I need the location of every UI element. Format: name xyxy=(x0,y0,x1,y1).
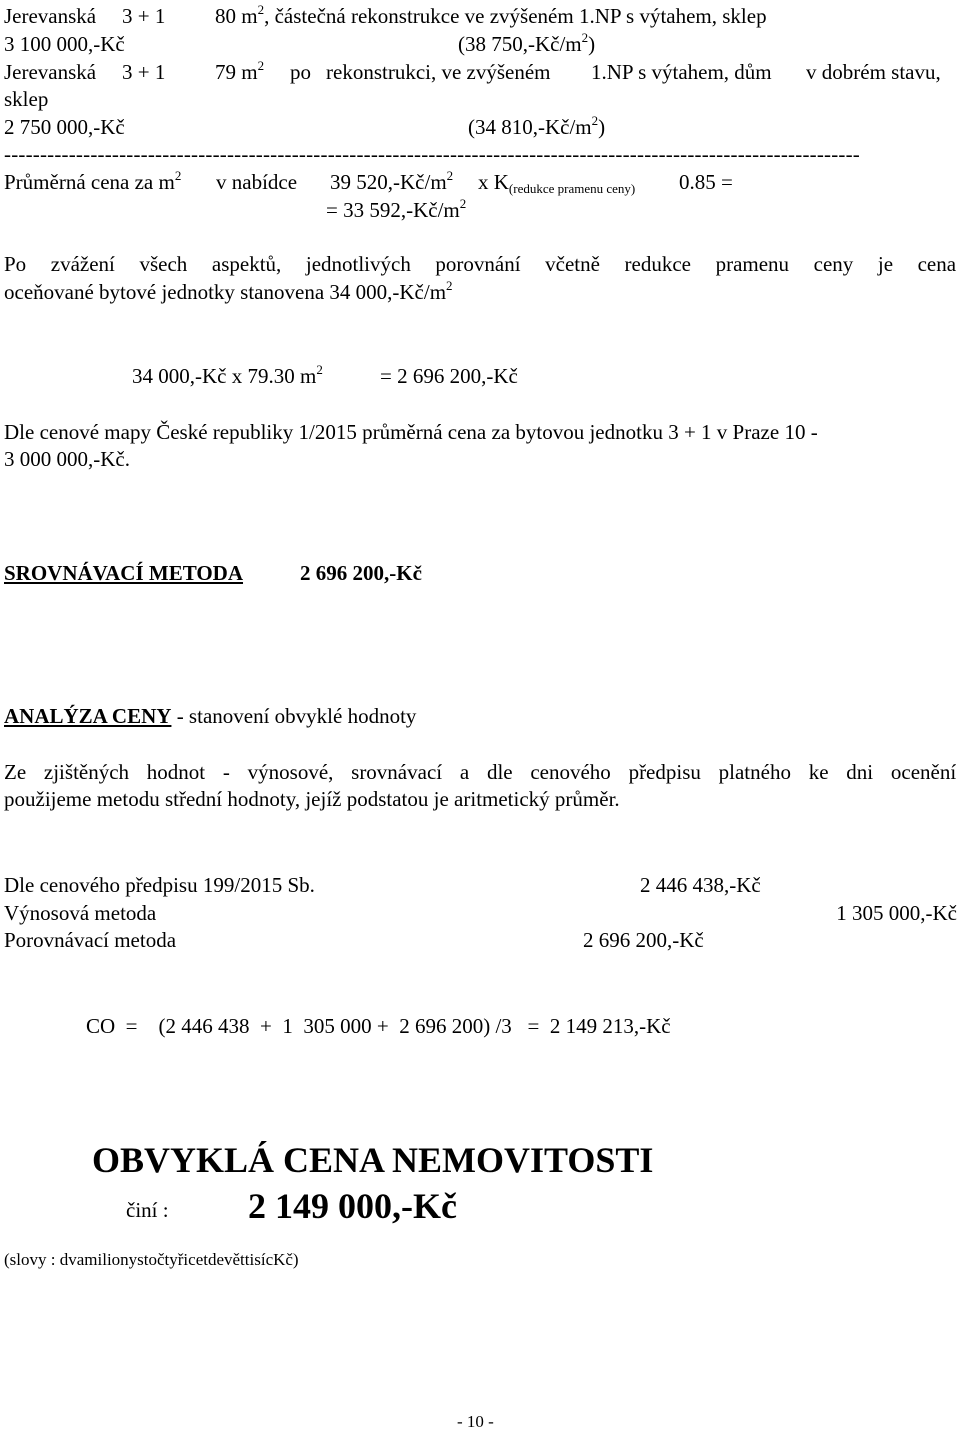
analysis-word: srovnávací xyxy=(351,760,443,784)
final-amount-label: činí : xyxy=(126,1198,169,1222)
conclusion-line-1 xyxy=(4,254,956,275)
analysis-word: předpisu xyxy=(628,760,701,784)
conclusion-word: aspektů, xyxy=(211,252,282,276)
comparable-2-disposition: 3 + 1 xyxy=(122,60,166,84)
conclusion-word: je xyxy=(877,252,894,276)
comparable-2-location: Jerevanská xyxy=(4,60,97,84)
final-title: OBVYKLÁ CENA NEMOVITOSTI xyxy=(92,1140,654,1180)
method-comparative-label: Porovnávací metoda xyxy=(4,928,177,952)
analysis-word: a xyxy=(459,760,470,784)
conclusion-word: všech xyxy=(139,252,188,276)
analysis-word: hodnot xyxy=(146,760,206,784)
comparable-2-price: 2 750 000,-Kč xyxy=(4,115,125,139)
conclusion-line-2: oceňované bytové jednotky stanovena 34 $000,-Kč/m^2$ xyxy=(4,278,453,304)
comparative-method-label: SROVNÁVACÍ METODA xyxy=(4,561,244,585)
analysis-word: dni xyxy=(846,760,874,784)
comparable-1-price: 3 100 000,-Kč xyxy=(4,32,125,56)
comparable-2-text-c: 1.NP s výtahem, dům xyxy=(591,60,772,84)
final-amount-in-words: (slovy : dvamilionystočtyřicetdevěttisícKč) xyxy=(4,1250,299,1269)
conclusion-word: zvážení xyxy=(50,252,115,276)
method-comparative-value: 2 696 200,-Kč xyxy=(583,928,704,952)
analysis-word: zjištěných xyxy=(43,760,130,784)
analysis-line-1 xyxy=(4,762,956,783)
comparable-1-location: Jerevanská xyxy=(4,4,97,28)
analysis-word: platného xyxy=(718,760,791,784)
conclusion-word: jednotlivých xyxy=(305,252,411,276)
conclusion-word: ceny xyxy=(813,252,854,276)
analysis-word: výnosové, xyxy=(247,760,334,784)
average-price-label: Průměrná cena za $m^2$ xyxy=(4,168,182,194)
average-price-label-suffix: v nabídce xyxy=(216,170,298,194)
conclusion-word: včetně xyxy=(545,252,600,276)
k-coefficient-value: 0.85 = xyxy=(679,170,733,194)
comparable-1-disposition: 3 + 1 xyxy=(122,4,166,28)
average-price-value: 39 $520,-Kč/m^2$ xyxy=(330,168,454,194)
price-map-line-2: 3 000 000,-Kč. xyxy=(4,447,130,471)
analysis-line-2: použijeme metodu střední hodnoty, jejíž podstatou je aritmetický průměr. xyxy=(4,787,620,811)
average-price-result: = 33 $592,-Kč/m^2$ xyxy=(326,196,467,222)
analysis-word: cenového xyxy=(530,760,611,784)
analysis-heading-line xyxy=(4,706,416,727)
analysis-heading: ANALÝZA CENY xyxy=(4,704,172,728)
comparable-2-text-b: rekonstrukci, ve zvýšeném xyxy=(326,60,551,84)
analysis-word: Ze xyxy=(4,760,27,784)
analysis-word: dle xyxy=(486,760,513,784)
comparable-1-unit-price: (38 $750,-Kč/m^2$) xyxy=(458,30,596,56)
comparable-2-line-2: sklep xyxy=(4,87,49,111)
k-coefficient: x $K_{(redukce pramenu ceny)}$ xyxy=(478,170,636,196)
comparable-2-unit-price: (34 $810,-Kč/m^2$) xyxy=(468,113,606,139)
average-formula: CO = (2 446 438 + 1 305 000 + 2 696 200) /3 = 2 149 213,-Kč xyxy=(86,1014,671,1038)
comparable-2-text-a: po xyxy=(290,60,311,84)
method-price-regulation-value: 2 446 438,-Kč xyxy=(640,873,761,897)
conclusion-word: Po xyxy=(4,252,27,276)
conclusion-word: pramenu xyxy=(715,252,790,276)
calculation-result: = 2 696 200,-Kč xyxy=(380,364,518,388)
analysis-heading-rest: - stanovení obvyklé hodnoty xyxy=(171,704,417,728)
method-income-label: Výnosová metoda xyxy=(4,901,157,925)
comparable-1-area: 80 $m^2$, částečná rekonstrukce ve zvýšeném 1.NP s výtahem, sklep xyxy=(215,2,767,28)
comparable-2-area: 79 $m^2$ xyxy=(215,58,265,84)
calculation-left: 34 000,-Kč x 79.30 $m^2$ xyxy=(132,362,323,388)
page-number: - 10 - xyxy=(457,1412,494,1431)
method-income-value: 1 305 000,-Kč xyxy=(836,901,957,925)
analysis-word: ocenění xyxy=(890,760,957,784)
price-map-line-1: Dle cenové mapy České republiky 1/2015 průměrná cena za bytovou jednotku 3 + 1 v Praze 10 - xyxy=(4,420,818,444)
conclusion-word: redukce xyxy=(624,252,691,276)
conclusion-word: cena xyxy=(917,252,957,276)
final-amount: 2 149 000,-Kč xyxy=(248,1186,457,1226)
comparative-method-value: 2 696 200,-Kč xyxy=(300,561,422,585)
analysis-word: ke xyxy=(808,760,829,784)
method-price-regulation-label: Dle cenového předpisu 199/2015 Sb. xyxy=(4,873,315,897)
dashed-separator: ----------------------------------------------------------------------------------------------------------------------- xyxy=(4,144,860,165)
conclusion-word: porovnání xyxy=(435,252,521,276)
analysis-word: - xyxy=(222,760,230,784)
comparable-2-text-d: v dobrém stavu, xyxy=(806,60,941,84)
